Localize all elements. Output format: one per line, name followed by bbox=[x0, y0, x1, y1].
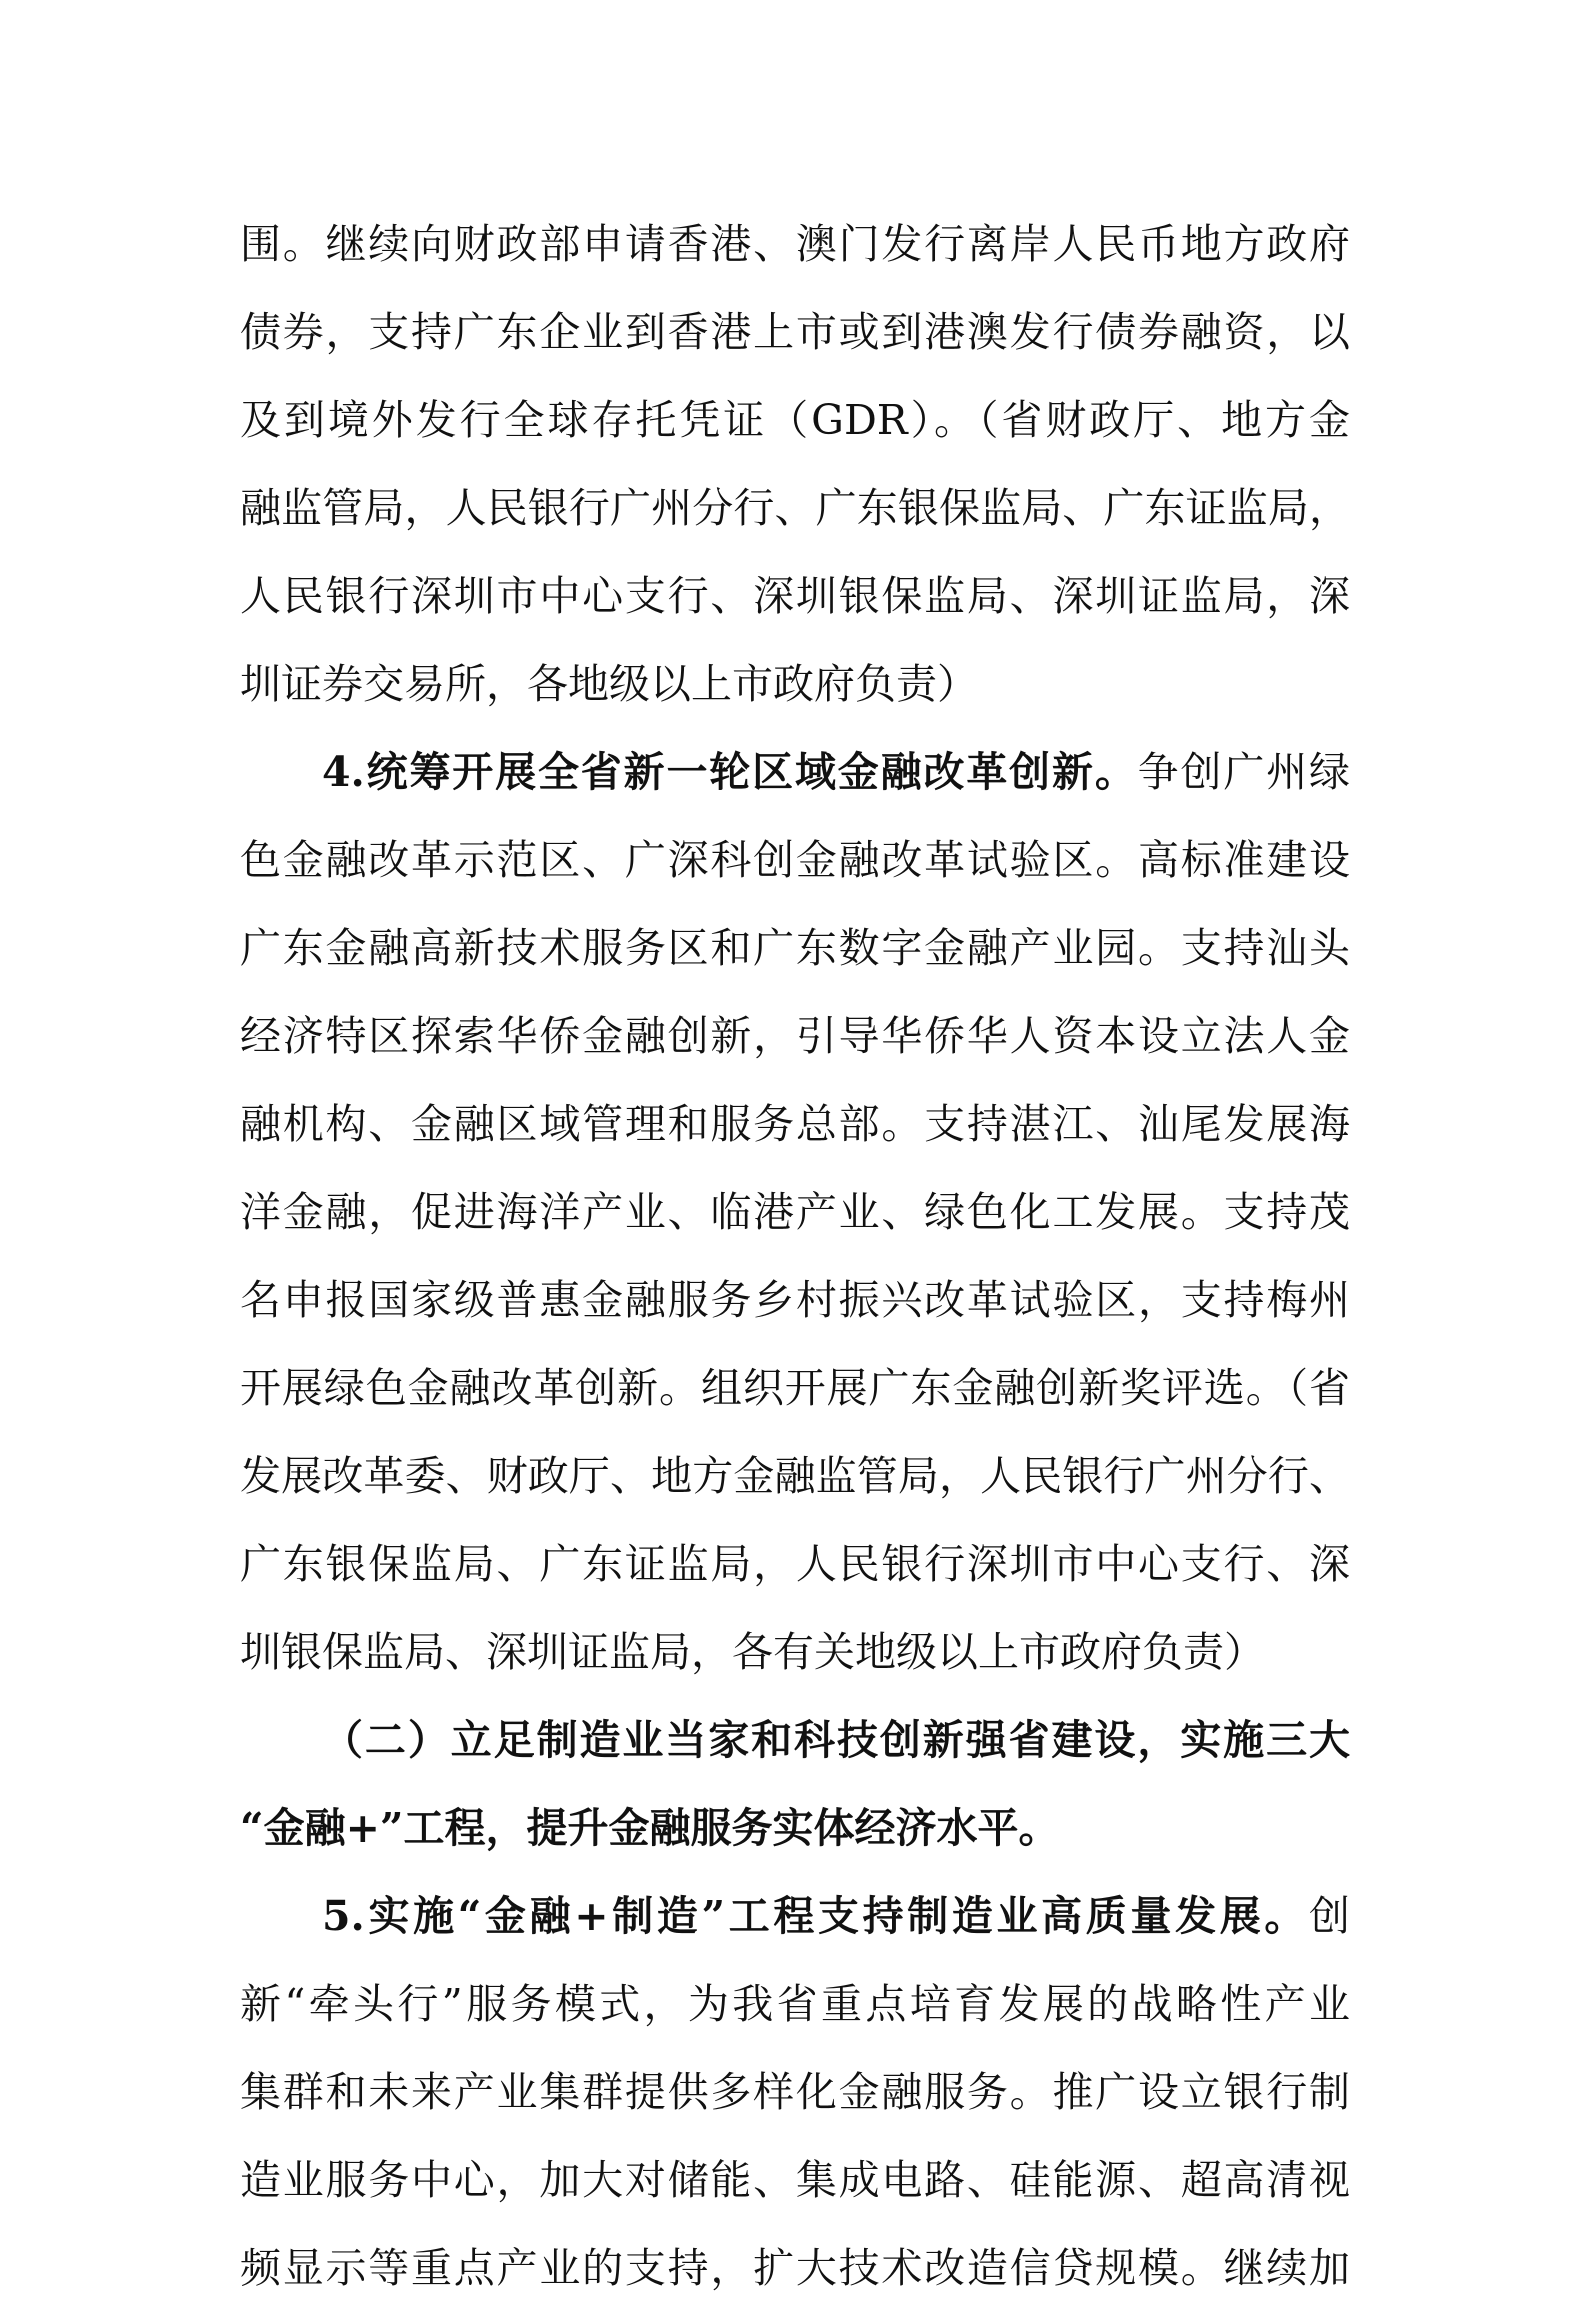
item-text: 创 bbox=[1309, 1892, 1350, 1940]
text-line: 新“牵头行”服务模式，为我省重点培育发展的战略性产业 bbox=[240, 1980, 1350, 2028]
text-line: 经济特区探索华侨金融创新，引导华侨华人资本设立法人金 bbox=[240, 1012, 1350, 1060]
text-line: 融监管局，人民银行广州分行、广东银保监局、广东证监局， bbox=[240, 484, 1350, 532]
text-line: 融机构、金融区域管理和服务总部。支持湛江、汕尾发展海 bbox=[240, 1100, 1350, 1148]
item-text: 争创广州绿 bbox=[1137, 748, 1350, 796]
paragraph-finance-manufacturing bbox=[240, 1872, 1350, 2312]
text-line: 洋金融，促进海洋产业、临港产业、绿色化工发展。支持茂 bbox=[240, 1188, 1350, 1236]
text-line: 造业服务中心，加大对储能、集成电路、硅能源、超高清视 bbox=[240, 2156, 1350, 2204]
paragraph-regional-finance-reform bbox=[240, 728, 1350, 1696]
text-line: 集群和未来产业集群提供多样化金融服务。推广设立银行制 bbox=[240, 2068, 1350, 2116]
document-body bbox=[240, 200, 1350, 2312]
text-line: （二）立足制造业当家和科技创新强省建设，实施三大 bbox=[322, 1716, 1350, 1764]
text-line: 广东银保监局、广东证监局，人民银行深圳市中心支行、深 bbox=[240, 1540, 1350, 1588]
text-line: “金融+”工程，提升金融服务实体经济水平。 bbox=[240, 1804, 1060, 1852]
item-heading: 4.统筹开展全省新一轮区域金融改革创新。 bbox=[322, 748, 1138, 796]
text-line: 圳银保监局、深圳证监局，各有关地级以上市政府负责） bbox=[240, 1628, 1265, 1676]
text-line: 人民银行深圳市中心支行、深圳银保监局、深圳证监局，深 bbox=[240, 572, 1350, 620]
text-line bbox=[240, 728, 1350, 816]
text-line: 及到境外发行全球存托凭证（GDR）。（省财政厅、地方金 bbox=[240, 396, 1350, 444]
text-line: 频显示等重点产业的支持，扩大技术改造信贷规模。继续加 bbox=[240, 2244, 1350, 2292]
text-line: 发展改革委、财政厅、地方金融监管局，人民银行广州分行、 bbox=[240, 1452, 1350, 1500]
text-line: 债券，支持广东企业到香港上市或到港澳发行债券融资，以 bbox=[240, 308, 1350, 356]
text-line: 圳证券交易所，各地级以上市政府负责） bbox=[240, 660, 978, 708]
paragraph-bond-issuance bbox=[240, 200, 1350, 728]
text-line: 广东金融高新技术服务区和广东数字金融产业园。支持汕头 bbox=[240, 924, 1350, 972]
text-line bbox=[240, 1872, 1350, 1960]
section-heading-2 bbox=[240, 1696, 1350, 1872]
item-heading: 5.实施“金融+制造”工程支持制造业高质量发展。 bbox=[322, 1892, 1309, 1940]
text-line: 色金融改革示范区、广深科创金融改革试验区。高标准建设 bbox=[240, 836, 1350, 884]
text-line: 名申报国家级普惠金融服务乡村振兴改革试验区，支持梅州 bbox=[240, 1276, 1350, 1324]
text-line: 围。继续向财政部申请香港、澳门发行离岸人民币地方政府 bbox=[240, 220, 1350, 268]
text-line: 开展绿色金融改革创新。组织开展广东金融创新奖评选。（省 bbox=[240, 1364, 1350, 1412]
